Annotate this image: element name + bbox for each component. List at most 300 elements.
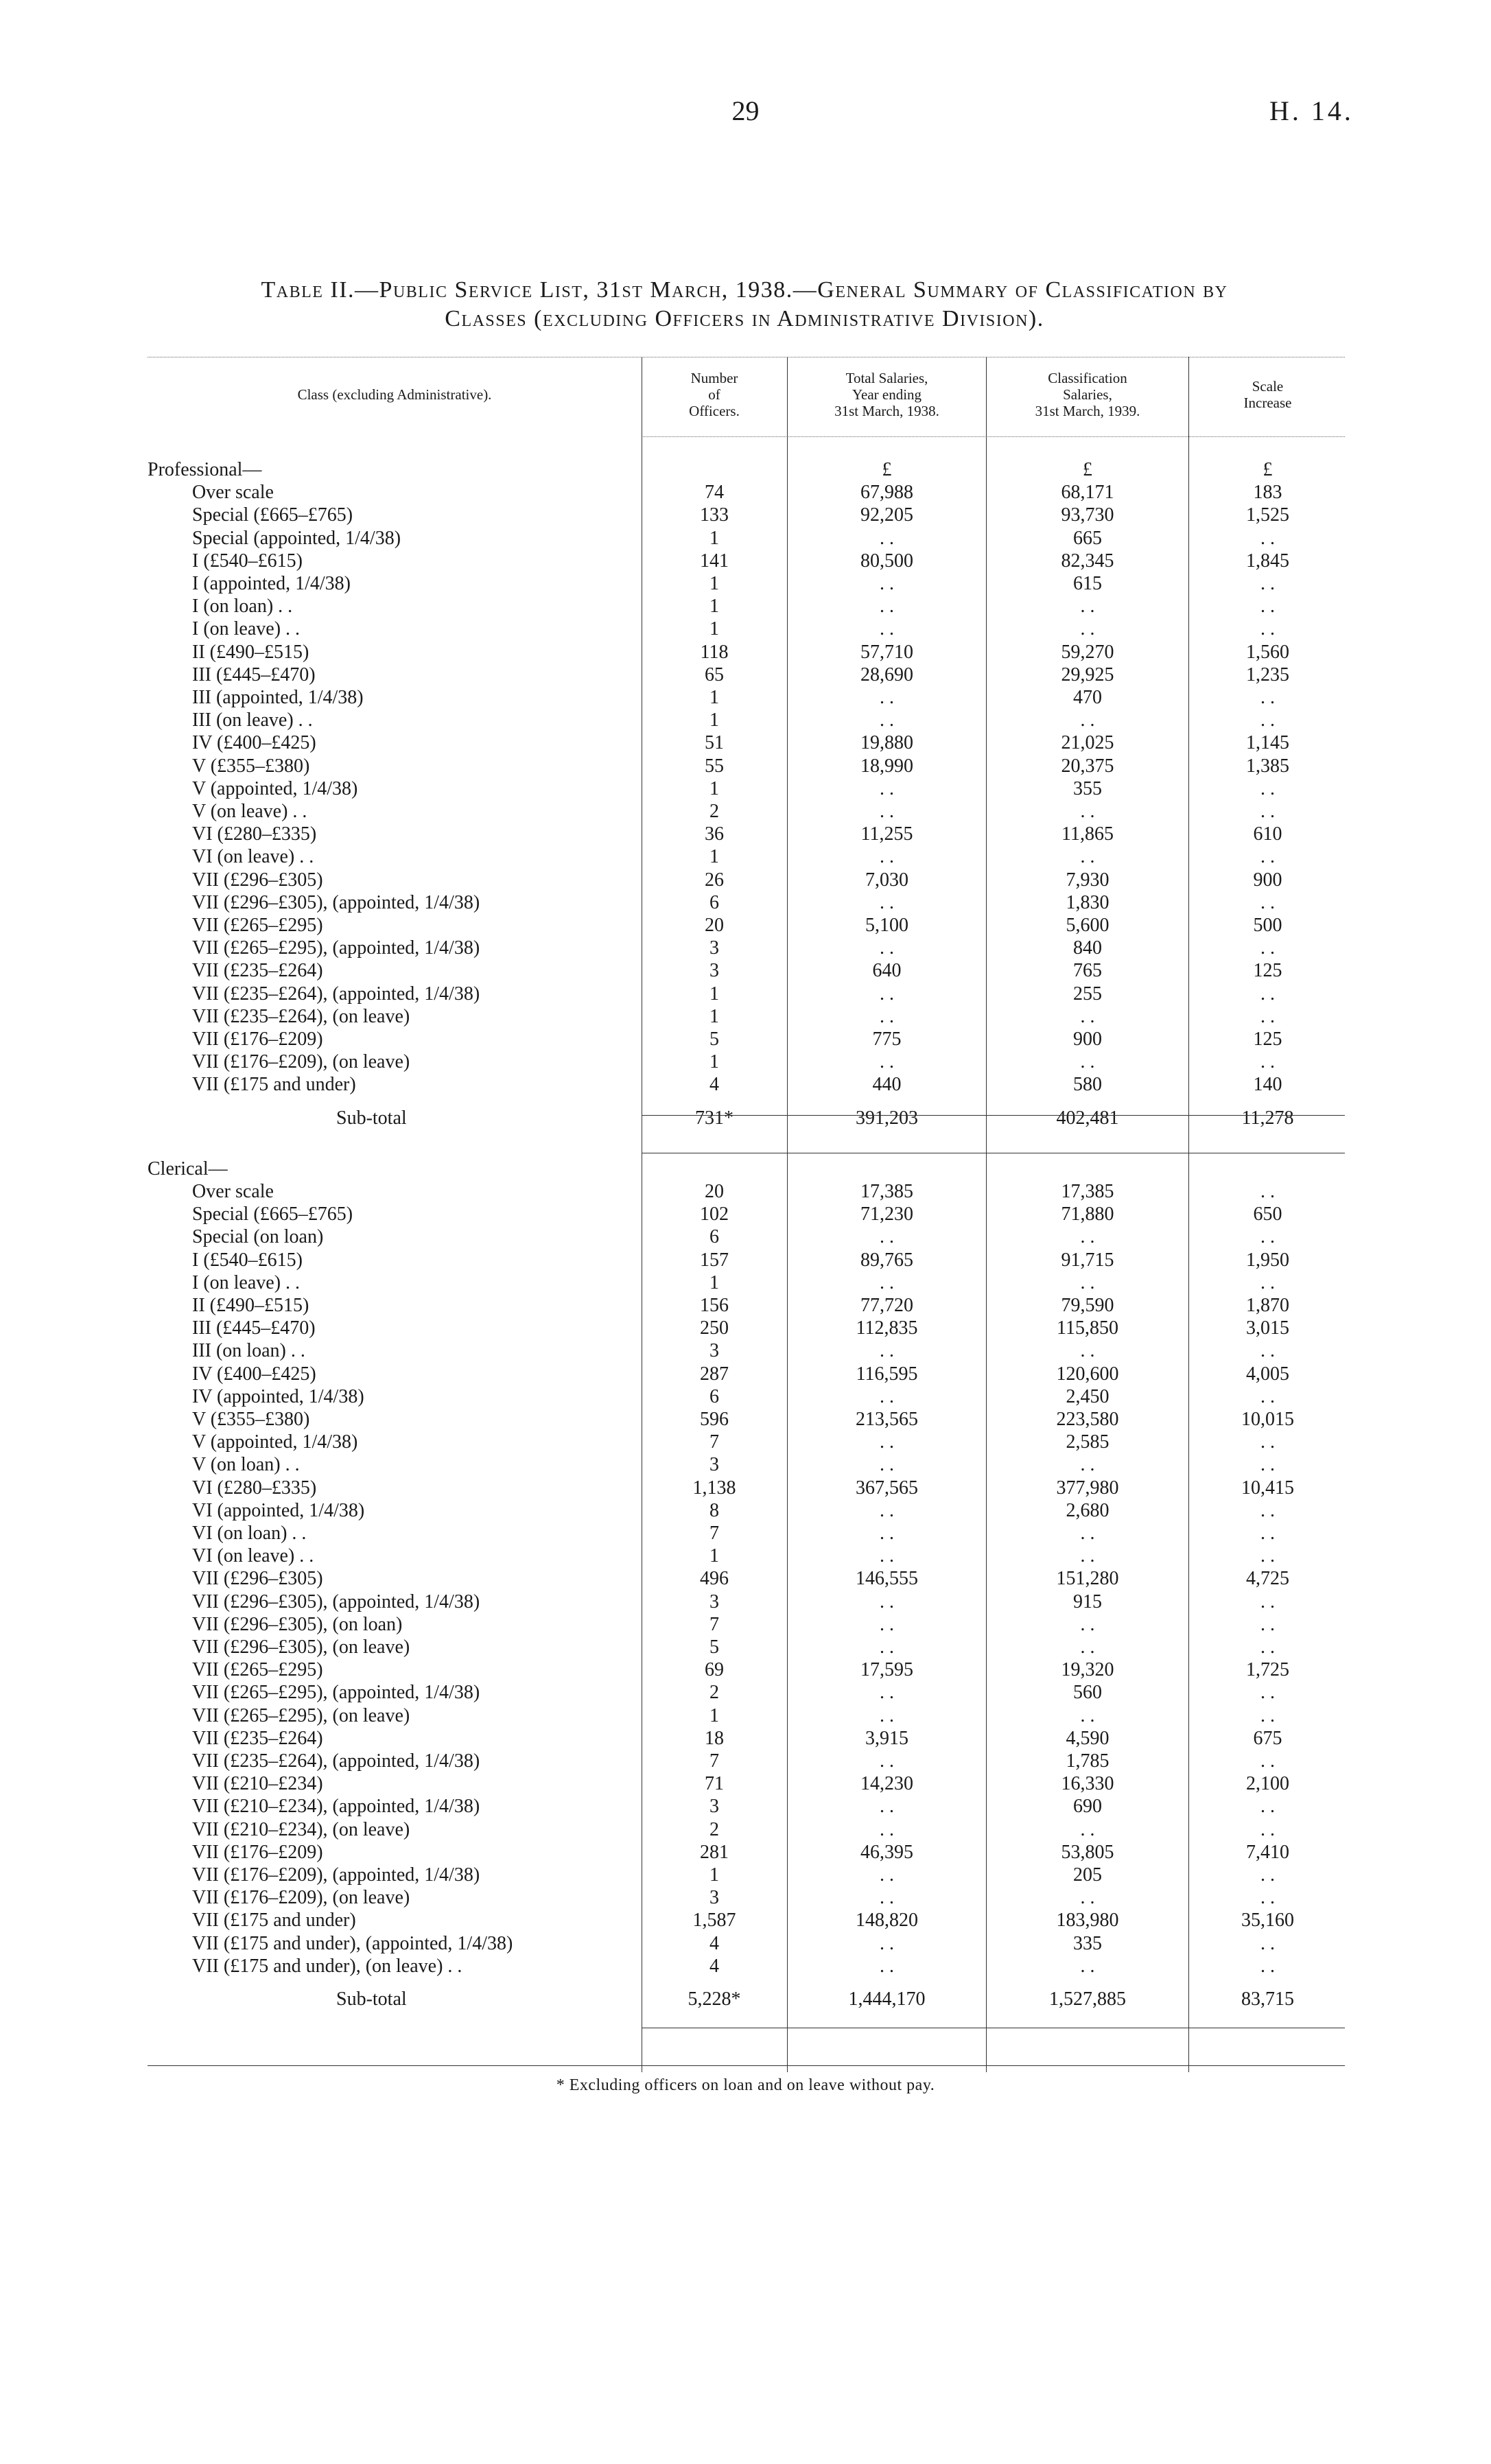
row-label: VII (£265–£295): [192, 915, 323, 936]
scale-increase-cell: . .: [1260, 1704, 1275, 1726]
officers-cell: 6: [709, 1226, 719, 1248]
table-row: [148, 1841, 1345, 1864]
salaries-cell: . .: [880, 618, 894, 640]
classification-cell: 665: [1073, 527, 1102, 549]
table-row: [148, 1727, 1345, 1750]
classification-cell: 402,481: [1056, 1107, 1119, 1129]
header-classification-line: Classification: [1048, 370, 1127, 386]
table-row: [148, 1567, 1345, 1590]
officers-cell: 69: [705, 1659, 724, 1681]
row-label: I (on leave) . .: [192, 1271, 301, 1293]
table-row: [148, 1909, 1345, 1932]
salaries-cell: 71,230: [860, 1204, 913, 1225]
scale-increase-cell: 900: [1253, 869, 1282, 891]
officers-cell: 250: [700, 1317, 729, 1339]
salaries-cell: 19,880: [860, 732, 913, 754]
header-scale-line: Scale: [1252, 378, 1284, 395]
row-label: III (on leave) . .: [192, 709, 313, 731]
scale-increase-cell: 1,525: [1246, 504, 1289, 526]
salaries-cell: 213,565: [856, 1409, 918, 1430]
row-label: VII (£296–£305), (appointed, 1/4/38): [192, 1591, 480, 1612]
scale-increase-cell: . .: [1260, 618, 1275, 640]
scale-increase-cell: 11,278: [1241, 1107, 1294, 1129]
row-label: VI (£280–£335): [192, 823, 317, 845]
classification-cell: . .: [1080, 618, 1095, 640]
officers-cell: 6: [709, 891, 719, 913]
salaries-cell: . .: [880, 891, 894, 913]
table-row: [148, 1477, 1345, 1499]
salaries-cell: 391,203: [856, 1107, 918, 1129]
table-row: [148, 504, 1345, 526]
officers-cell: 5,228*: [688, 1988, 741, 2010]
classification-cell: . .: [1080, 1271, 1095, 1293]
table-row: [148, 1408, 1345, 1431]
table-row: [148, 914, 1345, 937]
salaries-cell: . .: [880, 1704, 894, 1726]
table-row: [148, 1339, 1345, 1362]
table-row: [148, 731, 1345, 754]
classification-cell: 91,715: [1061, 1249, 1114, 1271]
salaries-cell: . .: [880, 1613, 894, 1635]
salaries-cell: . .: [880, 801, 894, 822]
officers-cell: 1,587: [692, 1910, 736, 1932]
officers-cell: 1: [709, 983, 719, 1005]
header-scale-line: Increase: [1243, 395, 1292, 411]
officers-cell: 118: [700, 641, 729, 663]
classification-cell: 615: [1073, 573, 1102, 594]
table-row: [148, 1613, 1345, 1636]
officers-cell: 1: [709, 573, 719, 594]
table-row: [148, 800, 1345, 823]
officers-cell: 3: [709, 960, 719, 982]
classification-cell: 11,865: [1061, 823, 1114, 845]
officers-cell: 731*: [695, 1107, 733, 1129]
salaries-cell: . .: [880, 1864, 894, 1886]
row-label: VII (£175 and under), (appointed, 1/4/38): [192, 1932, 513, 1954]
table-row: [148, 891, 1345, 914]
officers-cell: 496: [700, 1568, 729, 1590]
row-label: II (£490–£515): [192, 641, 309, 663]
row-label: VI (on loan) . .: [192, 1523, 307, 1544]
row-label: I (on leave) . .: [192, 618, 301, 640]
scale-increase-cell: 1,845: [1246, 550, 1289, 572]
row-label: V (on loan) . .: [192, 1454, 300, 1476]
row-label: VII (£176–£209): [192, 1029, 323, 1050]
subtotal-row: [148, 1107, 1345, 1129]
salaries-cell: 148,820: [856, 1910, 918, 1932]
scale-increase-cell: . .: [1260, 801, 1275, 822]
officers-cell: 71: [705, 1773, 724, 1795]
scale-increase-cell: . .: [1260, 1340, 1275, 1362]
table-row: [148, 1591, 1345, 1613]
table-row: [148, 1704, 1345, 1727]
officers-cell: 7: [709, 1750, 719, 1772]
salaries-cell: £: [882, 459, 892, 480]
table-row: [148, 618, 1345, 640]
scale-increase-cell: 4,725: [1246, 1568, 1289, 1590]
scale-increase-cell: . .: [1260, 983, 1275, 1005]
classification-cell: 16,330: [1061, 1773, 1114, 1795]
salaries-cell: . .: [880, 1385, 894, 1407]
section-row: [148, 1158, 1345, 1180]
classification-cell: . .: [1080, 1704, 1095, 1726]
row-label: VII (£296–£305): [192, 1568, 323, 1590]
table-row: [148, 983, 1345, 1005]
row-label: VII (£210–£234), (appointed, 1/4/38): [192, 1796, 480, 1818]
salaries-cell: 640: [872, 960, 902, 982]
scale-increase-cell: 140: [1253, 1074, 1282, 1096]
officers-cell: 1: [709, 709, 719, 731]
row-label: I (appointed, 1/4/38): [192, 573, 351, 594]
table-row: [148, 777, 1345, 800]
officers-cell: 3: [709, 1887, 719, 1909]
officers-cell: 157: [700, 1249, 729, 1271]
salaries-cell: . .: [880, 1636, 894, 1658]
salaries-cell: 367,565: [856, 1477, 918, 1499]
classification-cell: 120,600: [1056, 1363, 1119, 1385]
scale-increase-cell: . .: [1260, 1431, 1275, 1453]
classification-cell: 4,590: [1066, 1727, 1110, 1749]
row-label: I (on loan) . .: [192, 596, 293, 618]
table-row: [148, 595, 1345, 618]
scale-increase-cell: . .: [1260, 1523, 1275, 1544]
header-class: [148, 357, 642, 432]
salaries-cell: 5,100: [865, 915, 908, 936]
header-scale: [1190, 357, 1345, 432]
officers-cell: 4: [709, 1955, 719, 1977]
salaries-cell: . .: [880, 1682, 894, 1704]
classification-cell: 183,980: [1056, 1910, 1119, 1932]
table-bottom-rule: [148, 2065, 1345, 2066]
classification-cell: . .: [1080, 1955, 1095, 1977]
officers-cell: 1: [709, 527, 719, 549]
scale-increase-cell: . .: [1260, 1955, 1275, 1977]
table-title-line-2: Classes (excluding Officers in Administrative Division).: [445, 306, 1044, 331]
classification-cell: 335: [1073, 1932, 1102, 1954]
classification-cell: 82,345: [1061, 550, 1114, 572]
row-label: VII (£210–£234), (on leave): [192, 1818, 410, 1840]
classification-cell: 2,585: [1066, 1431, 1110, 1453]
section-label: Professional—: [148, 459, 262, 480]
salaries-cell: . .: [880, 1005, 894, 1027]
classification-cell: 1,527,885: [1049, 1988, 1126, 2010]
classification-cell: 29,925: [1061, 664, 1114, 685]
row-label: VII (£265–£295), (appointed, 1/4/38): [192, 937, 480, 959]
officers-cell: 7: [709, 1613, 719, 1635]
officers-cell: 281: [700, 1841, 729, 1863]
classification-cell: . .: [1080, 1226, 1095, 1248]
row-label: VII (£296–£305), (on loan): [192, 1613, 403, 1635]
classification-cell: 355: [1073, 777, 1102, 799]
officers-cell: 1: [709, 1704, 719, 1726]
section-row: [148, 458, 1345, 481]
salaries-cell: . .: [880, 1818, 894, 1840]
classification-cell: . .: [1080, 801, 1095, 822]
salaries-cell: . .: [880, 1431, 894, 1453]
table-row: [148, 755, 1345, 777]
officers-cell: 1: [709, 777, 719, 799]
row-label: VII (£176–£209): [192, 1841, 323, 1863]
table-row: [148, 845, 1345, 868]
row-label: VII (£210–£234): [192, 1773, 323, 1795]
scale-increase-cell: . .: [1260, 1887, 1275, 1909]
table-row: [148, 1499, 1345, 1522]
classification-cell: 7,930: [1066, 869, 1110, 891]
table-row: [148, 869, 1345, 891]
page-number: 29: [731, 95, 760, 126]
row-label: VI (on leave) . .: [192, 1545, 314, 1567]
table-row: [148, 1864, 1345, 1886]
officers-cell: 5: [709, 1029, 719, 1050]
salaries-cell: . .: [880, 1591, 894, 1612]
row-label: IV (£400–£425): [192, 1363, 316, 1385]
scale-increase-cell: 3,015: [1246, 1317, 1289, 1339]
document-reference: H. 14.: [1269, 95, 1354, 126]
salaries-cell: . .: [880, 1226, 894, 1248]
table-row: [148, 1028, 1345, 1051]
table-row: [148, 1225, 1345, 1248]
salaries-cell: . .: [880, 937, 894, 959]
scale-increase-cell: 1,725: [1246, 1659, 1289, 1681]
row-label: Sub-total: [336, 1988, 407, 2010]
classification-cell: 1,785: [1066, 1750, 1110, 1772]
scale-increase-cell: 1,560: [1246, 641, 1289, 663]
scale-increase-cell: . .: [1260, 1454, 1275, 1476]
officers-cell: 20: [705, 1181, 724, 1202]
salaries-cell: . .: [880, 1750, 894, 1772]
salaries-cell: 112,835: [856, 1317, 918, 1339]
officers-cell: 4: [709, 1074, 719, 1096]
row-label: VII (£235–£264), (appointed, 1/4/38): [192, 1750, 480, 1772]
row-label: Sub-total: [336, 1107, 407, 1129]
officers-cell: 7: [709, 1523, 719, 1544]
officers-cell: 7: [709, 1431, 719, 1453]
officers-cell: 65: [705, 664, 724, 685]
officers-cell: 26: [705, 869, 724, 891]
classification-cell: 59,270: [1061, 641, 1114, 663]
table-title-line-1: Table II.—Public Service List, 31st March, 1938.—General Summary of Classification by: [261, 277, 1228, 303]
table-row: [148, 664, 1345, 686]
row-label: Special (appointed, 1/4/38): [192, 527, 401, 549]
scale-increase-cell: 650: [1253, 1204, 1282, 1225]
table-row: [148, 1203, 1345, 1225]
table-row: [148, 1658, 1345, 1681]
row-label: VI (on leave) . .: [192, 846, 314, 868]
scale-increase-cell: 10,415: [1241, 1477, 1294, 1499]
scale-increase-cell: £: [1263, 459, 1273, 480]
classification-cell: 19,320: [1061, 1659, 1114, 1681]
salaries-cell: . .: [880, 573, 894, 594]
officers-cell: 141: [700, 550, 729, 572]
row-label: III (£445–£470): [192, 1317, 316, 1339]
classification-cell: 915: [1073, 1591, 1102, 1612]
salaries-cell: . .: [880, 1796, 894, 1818]
salaries-cell: . .: [880, 1523, 894, 1544]
classification-cell: . .: [1080, 1636, 1095, 1658]
salaries-cell: 3,915: [865, 1727, 908, 1749]
row-label: Over scale: [192, 1181, 274, 1202]
classification-cell: 68,171: [1061, 482, 1114, 504]
row-label: IV (appointed, 1/4/38): [192, 1385, 364, 1407]
officers-cell: 1: [709, 1545, 719, 1567]
table-row: [148, 481, 1345, 504]
scale-increase-cell: . .: [1260, 1864, 1275, 1886]
table-row: [148, 1681, 1345, 1704]
row-label: V (£355–£380): [192, 755, 310, 777]
classification-cell: 580: [1073, 1074, 1102, 1096]
footnote: * Excluding officers on loan and on leave without pay.: [556, 2076, 935, 2094]
table-row: [148, 1795, 1345, 1818]
row-label: VII (£176–£209), (on leave): [192, 1051, 410, 1073]
officers-cell: 1: [709, 846, 719, 868]
officers-cell: 8: [709, 1499, 719, 1521]
classification-cell: . .: [1080, 1340, 1095, 1362]
row-label: VII (£235–£264): [192, 960, 323, 982]
row-label: VII (£175 and under): [192, 1074, 356, 1096]
officers-cell: 3: [709, 937, 719, 959]
classification-cell: 223,580: [1056, 1409, 1119, 1430]
scale-increase-cell: 1,870: [1246, 1295, 1289, 1316]
table-row: [148, 1545, 1345, 1567]
salaries-cell: 17,595: [860, 1659, 913, 1681]
row-label: VII (£176–£209), (appointed, 1/4/38): [192, 1864, 480, 1886]
classification-cell: . .: [1080, 1818, 1095, 1840]
officers-cell: 133: [700, 504, 729, 526]
scale-increase-cell: . .: [1260, 846, 1275, 868]
scale-increase-cell: 500: [1253, 915, 1282, 936]
salaries-cell: . .: [880, 1955, 894, 1977]
table-row: [148, 550, 1345, 572]
scale-increase-cell: . .: [1260, 777, 1275, 799]
scale-increase-cell: . .: [1260, 709, 1275, 731]
officers-cell: 36: [705, 823, 724, 845]
table-row: [148, 527, 1345, 550]
row-label: VII (£296–£305), (appointed, 1/4/38): [192, 891, 480, 913]
salaries-cell: . .: [880, 527, 894, 549]
header-officers-line: Officers.: [689, 403, 740, 419]
salaries-cell: 440: [872, 1074, 902, 1096]
officers-cell: 18: [705, 1727, 724, 1749]
scale-increase-cell: . .: [1260, 1545, 1275, 1567]
header-salaries-line: Year ending: [852, 386, 922, 403]
classification-cell: . .: [1080, 1887, 1095, 1909]
salaries-cell: 11,255: [860, 823, 913, 845]
salaries-cell: . .: [880, 1051, 894, 1073]
salaries-cell: 46,395: [860, 1841, 913, 1863]
salaries-cell: 77,720: [860, 1295, 913, 1316]
row-label: VII (£265–£295), (appointed, 1/4/38): [192, 1682, 480, 1704]
header-bottom-rule: [642, 436, 1345, 437]
classification-cell: 560: [1073, 1682, 1102, 1704]
scale-increase-cell: . .: [1260, 1181, 1275, 1202]
salaries-cell: . .: [880, 596, 894, 618]
classification-cell: . .: [1080, 1523, 1095, 1544]
classification-cell: . .: [1080, 709, 1095, 731]
officers-cell: 1,138: [692, 1477, 736, 1499]
table-row: [148, 1955, 1345, 1978]
classification-cell: . .: [1080, 596, 1095, 618]
table-row: [148, 641, 1345, 664]
scale-increase-cell: . .: [1260, 937, 1275, 959]
header-officers-line: Number: [690, 370, 738, 386]
officers-cell: 3: [709, 1591, 719, 1612]
salaries-cell: 28,690: [860, 664, 913, 685]
salaries-cell: . .: [880, 1271, 894, 1293]
classification-cell: 255: [1073, 983, 1102, 1005]
classification-table: [148, 357, 1345, 2079]
scale-increase-cell: 7,410: [1246, 1841, 1289, 1863]
salaries-cell: . .: [880, 1340, 894, 1362]
salaries-cell: . .: [880, 1545, 894, 1567]
officers-cell: 596: [700, 1409, 729, 1430]
officers-cell: 2: [709, 1682, 719, 1704]
scale-increase-cell: . .: [1260, 1005, 1275, 1027]
officers-cell: 1: [709, 687, 719, 708]
scale-increase-cell: . .: [1260, 1682, 1275, 1704]
scale-increase-cell: . .: [1260, 1591, 1275, 1612]
salaries-cell: . .: [880, 983, 894, 1005]
row-label: VII (£176–£209), (on leave): [192, 1887, 410, 1909]
classification-cell: 71,880: [1061, 1204, 1114, 1225]
header-salaries: [789, 357, 985, 432]
scale-increase-cell: 675: [1253, 1727, 1282, 1749]
row-label: VII (£235–£264), (on leave): [192, 1005, 410, 1027]
salaries-cell: 7,030: [865, 869, 908, 891]
table-row: [148, 1294, 1345, 1317]
classification-cell: 2,680: [1066, 1499, 1110, 1521]
table-row: [148, 1772, 1345, 1795]
row-label: VII (£296–£305), (on leave): [192, 1636, 410, 1658]
table-row: [148, 1180, 1345, 1203]
scale-increase-cell: . .: [1260, 1636, 1275, 1658]
table-row: [148, 823, 1345, 845]
subtotal-row: [148, 1988, 1345, 2010]
table-row: [148, 937, 1345, 959]
row-label: VII (£235–£264), (appointed, 1/4/38): [192, 983, 480, 1005]
officers-cell: 1: [709, 618, 719, 640]
scale-increase-cell: . .: [1260, 1499, 1275, 1521]
officers-cell: 287: [700, 1363, 729, 1385]
salaries-cell: . .: [880, 1454, 894, 1476]
salaries-cell: . .: [880, 777, 894, 799]
row-label: V (£355–£380): [192, 1409, 310, 1430]
classification-cell: 2,450: [1066, 1385, 1110, 1407]
officers-cell: 3: [709, 1796, 719, 1818]
row-label: V (appointed, 1/4/38): [192, 777, 358, 799]
scale-increase-cell: 1,950: [1246, 1249, 1289, 1271]
scale-increase-cell: 183: [1253, 482, 1282, 504]
classification-cell: 151,280: [1056, 1568, 1119, 1590]
header-salaries-line: 31st March, 1938.: [834, 403, 939, 419]
header-officers: [642, 357, 787, 432]
row-label: I (£540–£615): [192, 550, 303, 572]
scale-increase-cell: . .: [1260, 1796, 1275, 1818]
row-label: Special (on loan): [192, 1226, 324, 1248]
officers-cell: 2: [709, 1818, 719, 1840]
row-label: V (on leave) . .: [192, 801, 307, 822]
table-row: [148, 1073, 1345, 1096]
row-label: IV (£400–£425): [192, 732, 316, 754]
classification-cell: 690: [1073, 1796, 1102, 1818]
row-label: I (£540–£615): [192, 1249, 303, 1271]
scale-increase-cell: 1,235: [1246, 664, 1289, 685]
salaries-cell: 1,444,170: [848, 1988, 926, 2010]
row-label: VII (£175 and under): [192, 1910, 356, 1932]
table-row: [148, 1363, 1345, 1385]
row-label: VII (£175 and under), (on leave) . .: [192, 1955, 462, 1977]
scale-increase-cell: . .: [1260, 1051, 1275, 1073]
row-label: Special (£665–£765): [192, 504, 353, 526]
